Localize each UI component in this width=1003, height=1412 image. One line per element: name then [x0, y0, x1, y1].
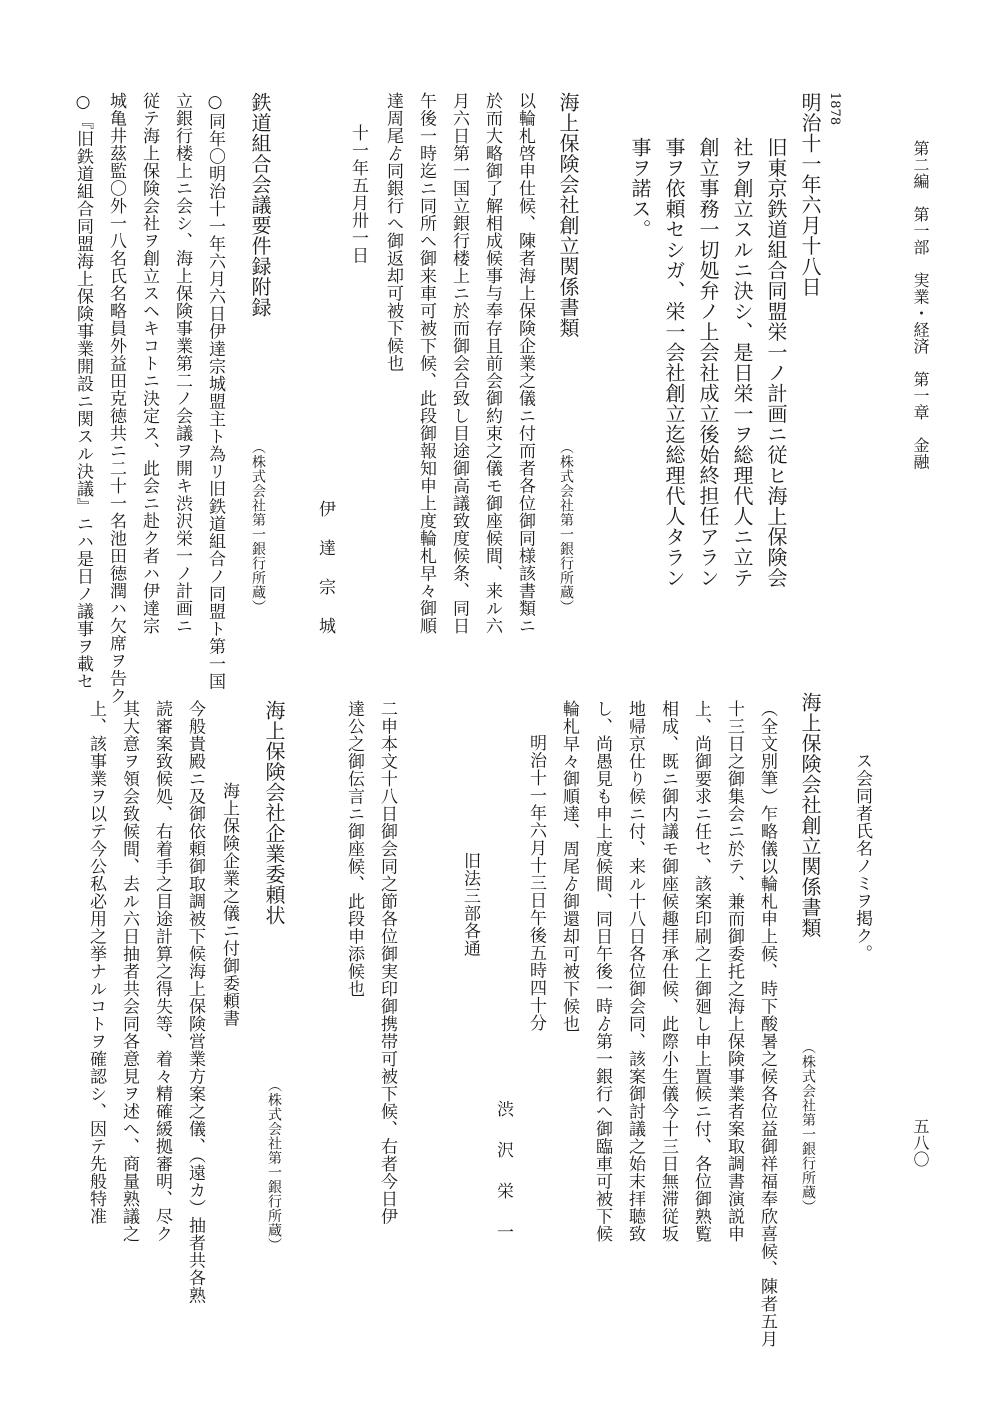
doc4-line-2: 読審案致候処、右着手之目途計算之得失等、着々精確緩拠審明、尽ク [152, 700, 172, 1243]
continuation-line: ス会同者氏名ノミヲ掲ク。 [852, 752, 872, 962]
page-number: 五八〇 [911, 1118, 930, 1168]
doc3-ps-line-1: 二申本文十八日御会同之節各位御実印御携帯可被下候、右者今日伊 [377, 700, 397, 1225]
doc3-line-7: 輪札早々御順達、周尾ゟ御還却可被下候也 [559, 700, 579, 1033]
summary-line-3: 創立事務一切処弁ノ上会社成立後始終担任アラン [696, 137, 720, 588]
doc4-line-3: 其大意ヲ領会致候間、去ル六日抽者共会同各意見ヲ述へ、商量熟議之 [119, 700, 139, 1243]
running-head: 第二編 第一部 実業・経済 第一章 金融 [911, 140, 930, 470]
doc2-line-4: 城亀井茲監〇外一八名氏名略員外益田克徳共ニ二十一名池田徳潤ハ欠席ヲ告ク [106, 92, 126, 705]
doc1-signer: 伊達宗城 [315, 500, 335, 656]
doc3-line-2: 十三日之御集会ニ於テ、兼而御委托之海上保険事業者案取調書演説申 [724, 700, 744, 1243]
doc3-line-3: 上、尚御要求ニ任セ、該案印刷之上御廻し申上置候ニ付、各位御熟覧 [691, 700, 711, 1243]
doc3-line-1: （全文別筆）乍略儀以輪札申上候、時下酸暑之候各位益御祥福奉欣喜候、陳者五月 [757, 700, 777, 1348]
doc1-line-3: 月六日第一国立銀行楼上ニ於而御会合致し目途御高議致度候条、同日 [449, 92, 469, 635]
doc3-signer: 渋沢栄一 [493, 1100, 513, 1264]
summary-line-5: 事ヲ諾ス。 [628, 137, 652, 240]
doc3-date: 明治十一年六月十三日午後五時四十分 [526, 734, 546, 1032]
summary-line-4: 事ヲ依頼セシガ、栄一会社創立迄総理代人タラン [662, 137, 686, 588]
doc2-line-1: ○同年〇明治十一年六月六日伊達宗城盟主ト為リ旧鉄道組合ノ同盟ト第一国 [205, 92, 225, 690]
doc2-line-2: 立銀行楼上ニ会シ、海上保険事業第二ノ会議ヲ開キ渋沢栄一ノ計画ニ [172, 92, 192, 635]
doc4-title: 海上保険会社企業委頼状 [262, 700, 286, 926]
doc1-source: （株式会社第一銀行所蔵） [558, 440, 574, 614]
doc1-line-2: 於而大略御了解相成候事与奉存且前会御約束之儀モ御座候間、来ル六 [482, 92, 502, 635]
doc3-title: 海上保険会社創立関係書類 [798, 692, 822, 938]
doc4-line-1: 今般貴殿ニ及御依頼御取調被下候海上保険営業方案之儀、（遠カ）抽者共各熟 [185, 700, 205, 1304]
doc1-line-4: 午後一時迄ニ同所へ御来車可被下候、此段御報知申上度輪札早々御順 [416, 92, 436, 635]
doc3-ps-line-2: 達公之御伝言ニ御座候、此段申添候也 [344, 700, 364, 998]
doc1-line-5: 達周尾ゟ同銀行へ御返却可被下候也 [383, 92, 403, 372]
doc3-line-4: 相成、既ニ御内議モ御座候趣拝承仕候、此際小生儀今十三日無滞従坂 [658, 700, 678, 1243]
doc2-line-5: ○『旧鉄道組合同盟海上保険事業開設ニ関スル決議』ニハ是日ノ議事ヲ載セ [73, 92, 93, 690]
doc3-line-5: 地帰京仕り候ニ付、来ル十八日各位御会同、該案御討議之始末拝聴致 [625, 700, 645, 1243]
year-note: 1878 [827, 92, 842, 126]
doc4-heading: 海上保険企業之儀ニ付御委頼書 [219, 782, 239, 1027]
doc1-date: 十一年五月卅一日 [348, 124, 368, 264]
doc1-line-1: 以輪札啓申仕候、陳者海上保険企業之儀ニ付而者各位御同様該書類ニ [515, 92, 535, 635]
doc4-line-4: 上、該事業ヲ以テ今公私必用之挙ナルコトヲ確認シ、因テ先般特准 [86, 700, 106, 1225]
doc1-title: 海上保険会社創立関係書類 [556, 92, 580, 338]
doc2-title: 鉄道組合会議要件録附録 [248, 92, 272, 318]
summary-line-1: 旧東京鉄道組合同盟栄一ノ計画ニ従ヒ海上保険会 [764, 137, 788, 588]
doc3-source: （株式会社第一銀行所蔵） [800, 1040, 816, 1214]
doc3-addressee: 旧法三部各通 [460, 852, 480, 957]
doc2-line-3: 従テ海上保険会社ヲ創立スヘキコトニ決定ス、此会ニ赴ク者ハ伊達宗 [139, 92, 159, 635]
summary-line-2: 社ヲ創立スルニ決シ、是日栄一ヲ総理代人ニ立テ [730, 137, 754, 588]
doc2-source: （株式会社第一銀行所蔵） [250, 440, 266, 614]
doc3-line-6: し、尚愚見も申上度候間、同日午後一時ゟ第一銀行へ御臨車可被下候 [592, 700, 612, 1243]
entry-date: 明治十一年六月十八日 [798, 92, 822, 297]
doc4-source: （株式会社第一銀行所蔵） [266, 1078, 282, 1252]
